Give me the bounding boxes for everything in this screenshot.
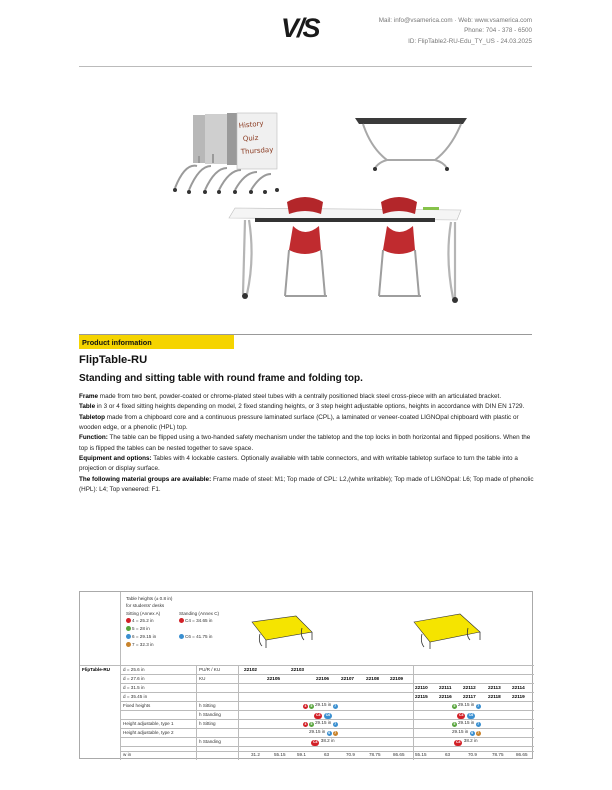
legend-sitting-head: Sitting (Annex A) <box>126 611 161 616</box>
height-c4-pill: C4 <box>313 740 318 744</box>
para-equipment <box>79 454 537 475</box>
article-22116: 22116 <box>439 694 452 699</box>
document-id: ID: FlipTable2-RU-Edu_TY_US - 24.03.2025 <box>408 37 532 45</box>
height-c6-pill: C6 <box>468 713 474 717</box>
height-value: 29.15 in <box>315 720 332 726</box>
legend-sitting-4 <box>126 618 154 623</box>
adjustable-type2-label: Height adjustable, type 2 <box>123 730 174 735</box>
para-tabletop <box>79 413 537 434</box>
grid-line <box>120 592 121 760</box>
para-key: Table <box>79 403 96 411</box>
article-22102: 22102 <box>244 667 258 672</box>
legend-code: 4 <box>132 618 135 623</box>
article-22113: 22113 <box>488 685 501 690</box>
height-5-dot <box>126 626 131 631</box>
height-7-dot: 7 <box>477 731 480 735</box>
type-row-1: PU/R / KU <box>199 667 221 672</box>
height-value: 38.2 in <box>320 738 335 744</box>
height-7-dot: 7 <box>334 704 337 708</box>
width-value: 63 <box>324 752 330 757</box>
adjustable-type1-right <box>452 720 482 727</box>
legend-value: = 25.2 in <box>135 618 154 623</box>
width-value: 70.9 <box>468 752 477 757</box>
para-materials <box>79 475 537 496</box>
width-label: w in <box>123 752 132 757</box>
height-7-dot <box>126 642 131 647</box>
spec-table <box>79 591 533 759</box>
para-key: Equipment and options: <box>79 455 152 463</box>
product-photo <box>165 108 487 304</box>
single-table <box>355 118 467 171</box>
height-value: 29.15 in <box>309 729 326 735</box>
article-22106: 22106 <box>316 676 330 681</box>
depth-row-3: d = 31.5 in <box>123 685 145 690</box>
height-c4-pill: C4 <box>456 740 461 744</box>
article-22111: 22111 <box>439 685 452 690</box>
legend-value: = 34.65 in <box>192 618 213 623</box>
contact-mail-web: Mail: info@vsamerica.com · Web: www.vsamerica.com <box>378 17 532 24</box>
article-22117: 22117 <box>463 694 476 699</box>
width-value: 86.65 <box>393 752 405 757</box>
height-4-dot <box>126 618 131 623</box>
height-6-dot: 6 <box>328 731 331 735</box>
depth-row-4: d = 35.45 in <box>123 694 148 699</box>
para-text: The table can be flipped using a two-handed safety mechanism under the tabletop and the top locks in both horizontal and flipped positions. When the top is flipped the tables can be nested together to save space. <box>79 434 531 452</box>
type-row-2: KU <box>199 676 206 681</box>
para-text: in 3 or 4 fixed sitting heights depending on model, 2 fixed standing heights, or 3 step height adjustable options, heights in accordance with DIN EN 1729. <box>95 403 525 411</box>
height-value: 29.15 in <box>452 729 469 735</box>
height-5-dot: 5 <box>453 722 456 726</box>
width-value: 63 <box>445 752 451 757</box>
height-c6-pill: C6 <box>325 713 331 717</box>
legend-title-1: Table heights (± 0.8 in) <box>126 596 173 601</box>
legend-code: 5 <box>132 626 135 631</box>
legend-code: 7 <box>132 642 135 647</box>
nested-flipped-tables <box>173 113 279 194</box>
height-7-dot: 7 <box>477 704 480 708</box>
height-7-dot: 7 <box>334 722 337 726</box>
width-value: 59.1 <box>297 752 306 757</box>
adjustable-type2-standing-left <box>311 738 335 746</box>
legend-title-2: for students' desks <box>126 603 165 608</box>
width-value: 78.75 <box>369 752 381 757</box>
article-22119: 22119 <box>512 694 525 699</box>
width-value: 55.15 <box>274 752 286 757</box>
section-label: Product information <box>79 335 234 349</box>
whiteboard-text-1: History <box>238 119 264 130</box>
legend-sitting-6 <box>126 634 156 639</box>
height-7-dot: 7 <box>334 731 337 735</box>
article-22118: 22118 <box>488 694 501 699</box>
legend-value: = 28 in <box>135 626 150 631</box>
height-c4-pill: C4 <box>459 713 464 717</box>
depth-row-2: d = 27.6 in <box>123 676 145 681</box>
grid-line <box>120 683 534 684</box>
grid-line <box>80 665 534 666</box>
header-divider <box>79 66 532 67</box>
fixed-standing-left <box>314 711 332 719</box>
legend-standing-head: Standing (Annex C) <box>179 611 220 616</box>
legend-value: = 29.15 in <box>135 634 157 639</box>
article-22110: 22110 <box>415 685 428 690</box>
height-4-dot: 4 <box>304 722 307 726</box>
whiteboard-text-2: Quiz <box>242 133 259 143</box>
fixed-sitting-mode: h Sitting <box>199 703 216 708</box>
legend-value: = 32.3 in <box>135 642 154 647</box>
height-5-dot: 5 <box>453 704 456 708</box>
contact-block <box>379 16 532 47</box>
fixed-sitting-right <box>452 702 482 709</box>
article-22107: 22107 <box>341 676 355 681</box>
width-value: 70.9 <box>346 752 355 757</box>
para-key: Function: <box>79 434 108 442</box>
para-text: Frame made of steel: M1; Top made of CPL: L2,(white writable); Top made of LIGNOpal: L6; Top made of phenolic (HPL): L4; Top veneered: F1. <box>79 475 534 494</box>
legend-standing-c6 <box>179 634 212 639</box>
legend-standing-c4 <box>179 618 212 623</box>
para-key: Tabletop <box>79 413 105 421</box>
adjustable-type2-left <box>309 729 339 736</box>
para-text: Tables with 4 lockable casters. Optionally available with table connectors, and with writable tabletop surface to turn the table into a projection or display surface. <box>79 455 518 473</box>
fixed-standing-mode: h Standing <box>199 712 221 717</box>
adjustable-type1-left <box>303 720 339 727</box>
adjustable-type2-standing-mode: h Standing <box>199 739 221 744</box>
whiteboard-text-3: Thursday <box>240 145 274 156</box>
width-value: 31.2 <box>251 752 260 757</box>
para-text: made from two bent, powder-coated or chrome-plated steel tubes with a centrally positioned black steel cross-piece with an articulated bracket. <box>98 393 502 400</box>
fixed-heights-label: Fixed heights <box>123 703 151 708</box>
height-c6-dot <box>179 634 184 639</box>
article-22115: 22115 <box>415 694 428 699</box>
article-22112: 22112 <box>463 685 476 690</box>
article-22108: 22108 <box>366 676 380 681</box>
logo-text: V/S <box>281 14 319 42</box>
article-22105: 22105 <box>267 676 281 681</box>
vs-logo <box>281 14 333 42</box>
height-c4-pill: C4 <box>316 713 321 717</box>
height-5-dot: 5 <box>310 722 313 726</box>
adjustable-type2-right <box>452 729 482 736</box>
width-value: 78.75 <box>492 752 504 757</box>
table-diagram-small <box>248 612 316 650</box>
grid-line <box>120 674 534 675</box>
green-book <box>423 207 439 210</box>
product-description <box>79 392 537 495</box>
table-diagram-large <box>410 610 484 650</box>
depth-row-1: d = 25.6 in <box>123 667 145 672</box>
legend-sitting-5 <box>126 626 150 631</box>
article-22109: 22109 <box>390 676 404 681</box>
article-22103: 22103 <box>291 667 305 672</box>
height-6-dot <box>126 634 131 639</box>
legend-code: C6 <box>185 634 191 639</box>
width-value: 55.15 <box>415 752 427 757</box>
height-4-dot: 4 <box>304 704 307 708</box>
height-value: 38.2 in <box>463 738 478 744</box>
para-function <box>79 433 537 454</box>
height-value: 29.15 in <box>458 720 475 726</box>
para-text: made from a chipboard core and a continuous pressure laminated surface (CPL), a laminated or veneer-coated LIGNOpal chipboard with plastic or wooden edge, or a phenolic (HPL) top. <box>79 413 519 432</box>
height-value: 29.15 in <box>315 702 332 708</box>
height-c4-dot <box>179 618 184 623</box>
height-5-dot: 5 <box>310 704 313 708</box>
adjustable-type2-standing-right <box>454 738 478 746</box>
article-22114: 22114 <box>512 685 525 690</box>
spec-product-name: FlipTable-RU <box>82 667 110 672</box>
adjustable-type1-label: Height adjustable, type 1 <box>123 721 174 726</box>
height-7-dot: 7 <box>477 722 480 726</box>
width-value: 86.65 <box>516 752 528 757</box>
para-table <box>79 402 537 412</box>
product-subtitle: Standing and sitting table with round frame and folding top. <box>79 373 363 384</box>
fixed-standing-right <box>457 711 475 719</box>
height-value: 29.15 in <box>458 702 475 708</box>
legend-code: 6 <box>132 634 135 639</box>
para-key: The following material groups are available: <box>79 475 212 483</box>
height-6-dot: 6 <box>471 731 474 735</box>
legend-code: C4 <box>185 618 191 623</box>
para-frame <box>79 392 537 402</box>
legend-value: = 41.75 in <box>192 634 213 639</box>
fixed-sitting-left <box>303 702 339 709</box>
contact-phone: Phone: 704 - 378 - 6500 <box>464 27 532 35</box>
table-with-chairs <box>229 197 461 303</box>
grid-line <box>120 746 534 747</box>
legend-sitting-7 <box>126 642 154 647</box>
adjustable-type1-mode: h Sitting <box>199 721 216 726</box>
product-title: FlipTable-RU <box>79 354 148 366</box>
para-key: Frame <box>79 393 99 400</box>
grid-line <box>120 692 534 693</box>
